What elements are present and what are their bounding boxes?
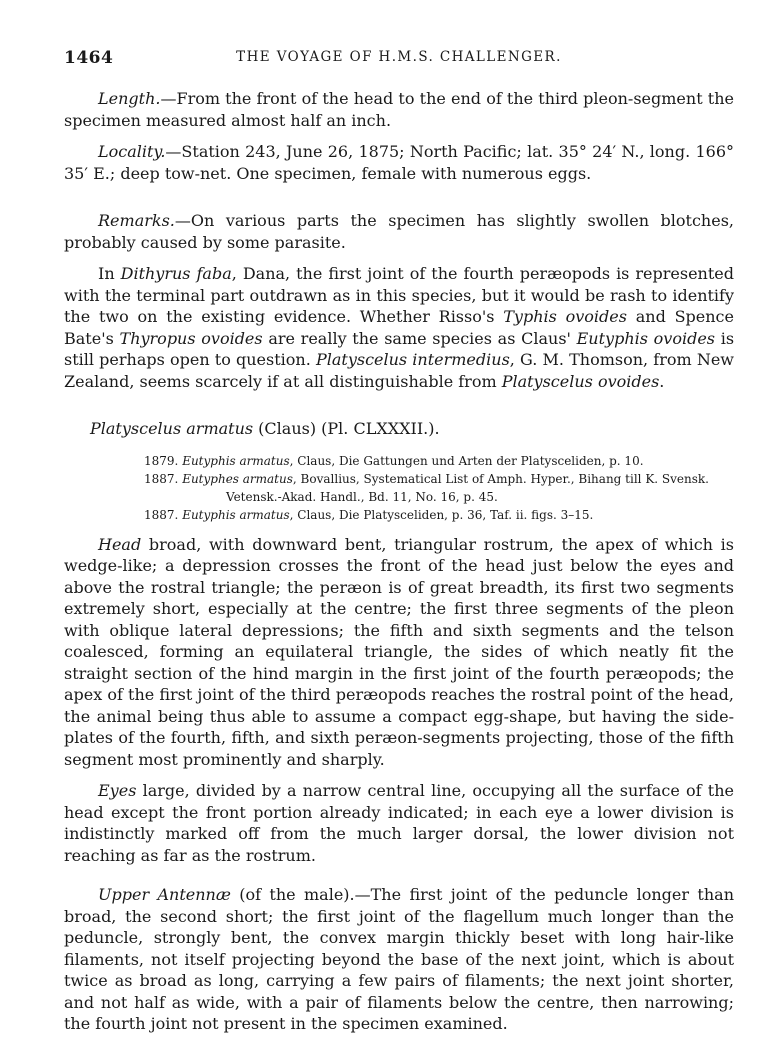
synonymy-entry [144, 452, 734, 470]
text-run: . [659, 371, 665, 391]
synonymy-entry [144, 470, 734, 506]
head-paragraph [64, 534, 734, 771]
locality-paragraph [64, 141, 734, 184]
species-heading-rest: (Claus) (Pl. CLXXXII.). [253, 419, 440, 438]
antennae-label: Upper Antennæ [98, 885, 231, 904]
species-name: Typhis ovoides [503, 307, 627, 326]
species-name: Thyropus ovoides [119, 328, 263, 348]
synonymy-entry [144, 506, 734, 524]
antennae-paragraph [64, 884, 734, 1035]
species-name: Platyscelus intermedius [315, 350, 510, 369]
synonymy-list [64, 452, 734, 524]
synonymy-name: Eutyphis armatus [182, 453, 290, 468]
remarks-paragraph [64, 210, 734, 253]
synonymy-year: 1887. [144, 507, 179, 522]
text-run: and Spence Bate's [64, 307, 734, 348]
text-run: are really the same species as Claus' [262, 328, 577, 348]
synonymy-year: 1879. [144, 453, 179, 468]
eyes-paragraph [64, 780, 734, 866]
page-number: 1464 [64, 48, 114, 68]
running-title: THE VOYAGE OF H.M.S. CHALLENGER. [236, 49, 562, 65]
locality-label: Locality. [98, 142, 166, 161]
text-body [64, 88, 734, 1035]
eyes-text: large, divided by a narrow central line, occupying all the surface of the head except the front portion already indicated; in each eye a lower division is indistinctly marked off from the much larger dorsal, the lower division not reaching as far as the rostrum. [64, 781, 734, 865]
synonymy-name: Eutyphes armatus [182, 471, 293, 486]
antennae-text: (of the male).—The first joint of the peduncle longer than broad, the second short; the first joint of the flagellum much longer than the peduncle, strongly bent, the convex margin thickly beset with long hair-like filaments, not itself projecting beyond the base of the next joint, which is about twice as broad as long, carrying a few pairs of filaments; the next joint shorter, and not half as wide, with a pair of filaments below the centre, then narrowing; the fourth joint not present in the specimen examined. [64, 885, 734, 1033]
species-heading-name: Platyscelus armatus [90, 419, 254, 438]
text-run: , G. M. Thomson, from New Zealand, seems scarcely if at all distinguishable from [64, 350, 734, 391]
species-name: Dithyrus faba [120, 264, 232, 283]
length-label: Length. [98, 89, 161, 108]
locality-text: —Station 243, June 26, 1875; North Pacific; lat. 35° 24′ N., long. 166° 35′ E.; deep tow-net. One specimen, female with numerous eggs. [64, 142, 734, 183]
length-text: —From the front of the head to the end of the third pleon-segment the specimen measured almost half an inch. [64, 89, 734, 130]
species-name: Platyscelus ovoides [501, 371, 660, 391]
synonymy-reference: , Claus, Die Platysceliden, p. 36, Taf. ii. figs. 3–15. [289, 507, 594, 522]
synonymy-reference: , Bovallius, Systematical List of Amph. Hyper., Bihang till K. Svensk. [292, 471, 709, 486]
synonymy-reference-continued: Vetensk.-Akad. Handl., Bd. 11, No. 16, p. 45. [226, 489, 498, 504]
head-text: broad, with downward bent, triangular rostrum, the apex of which is wedge-like; a depression crosses the front of the head just below the eyes and above the rostral triangle; the peræon is of great breadth, its first two segments extremely short, especially at the centre; the first three segments of the pleon with oblique lateral depressions; the fifth and sixth segments and the telson coalesced, forming an equilateral triangle, the sides of which neatly fit the straight section of the hind margin in the first joint of the fourth peræopods; the apex of the first joint of the third peræopods reaches the rostral point of the head, the animal being thus able to assume a compact egg-shape, but having the side-plates of the fourth, fifth, and sixth peræon-segments projecting, those of the fifth segment most prominently and sharply. [64, 534, 734, 769]
page-header [64, 48, 734, 72]
text-run: is still perhaps open to question. [64, 328, 735, 369]
head-label: Head [98, 534, 142, 554]
species-heading [64, 418, 734, 440]
eyes-label: Eyes [98, 781, 137, 800]
length-paragraph [64, 88, 734, 131]
species-name: Eutyphis ovoides [576, 328, 715, 348]
text-run: , Dana, the first joint of the fourth peræopods is represented with the terminal part outdrawn as in this species, but it would be rash to identify the two on the existing evidence. Whether Risso's [64, 264, 734, 326]
dithyrus-paragraph [64, 263, 734, 392]
synonymy-name: Eutyphis armatus [182, 507, 290, 522]
remarks-text: —On various parts the specimen has slightly swollen blotches, probably caused by some parasite. [64, 211, 734, 252]
text-run: In [98, 264, 121, 283]
synonymy-year: 1887. [144, 471, 179, 486]
synonymy-reference: , Claus, Die Gattungen und Arten der Platysceliden, p. 10. [289, 453, 644, 468]
remarks-label: Remarks. [98, 211, 175, 230]
